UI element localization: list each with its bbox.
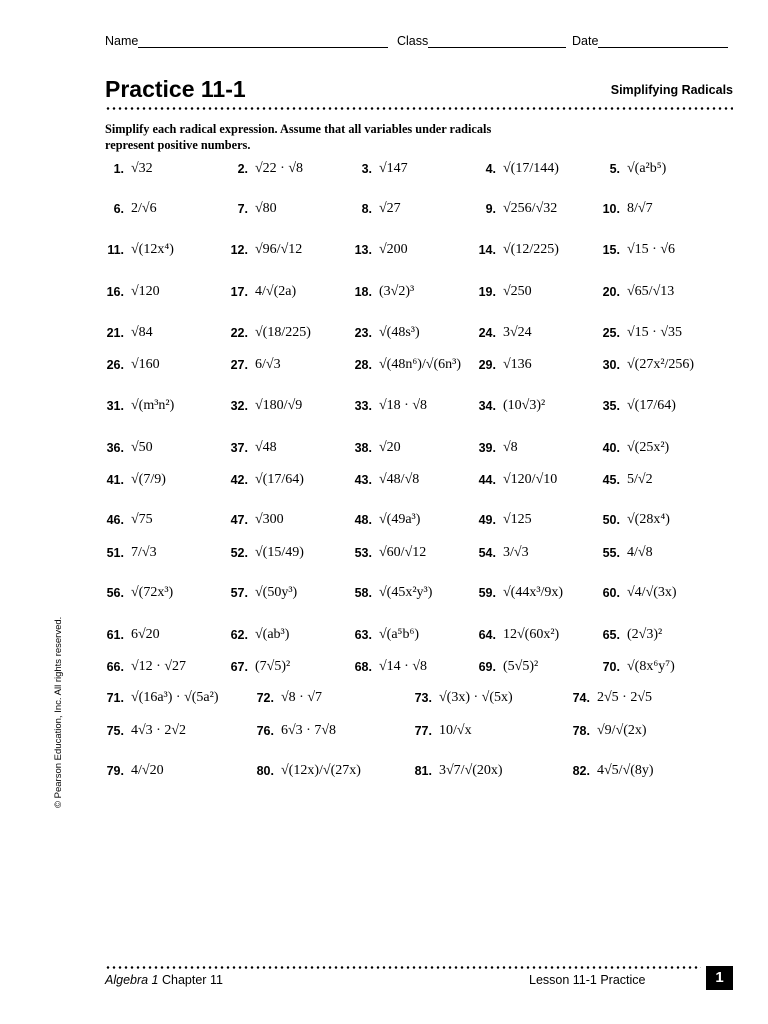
class-field[interactable] bbox=[397, 34, 566, 48]
problem-number: 47. bbox=[230, 513, 248, 527]
problem-item bbox=[477, 659, 538, 675]
problem-number: 38. bbox=[354, 441, 372, 455]
problem-number: 28. bbox=[354, 358, 372, 372]
title-divider bbox=[105, 107, 733, 110]
problem-expression: √96/√12 bbox=[255, 242, 303, 257]
problem-expression: 8/√7 bbox=[627, 201, 653, 216]
problem-item bbox=[105, 472, 166, 488]
problem-item bbox=[105, 659, 186, 675]
problem-expression: √(44x³/9x) bbox=[503, 585, 564, 600]
problem-number: 80. bbox=[256, 764, 274, 778]
problem-number: 29. bbox=[478, 358, 496, 372]
problem-number: 59. bbox=[478, 586, 496, 600]
problem-expression: (5√5)² bbox=[503, 659, 539, 674]
problem-item bbox=[105, 398, 174, 414]
problem-item bbox=[229, 201, 277, 217]
problem-item bbox=[105, 723, 186, 739]
problem-number: 20. bbox=[602, 285, 620, 299]
problem-number: 79. bbox=[106, 764, 124, 778]
date-field[interactable] bbox=[572, 34, 728, 48]
problem-expression: √(12x)/√(27x) bbox=[281, 763, 361, 778]
page-title: Practice 11-1 bbox=[105, 76, 246, 102]
problem-expression: √200 bbox=[379, 242, 408, 257]
problem-expression: √180/√9 bbox=[255, 398, 303, 413]
problem-number: 15. bbox=[602, 243, 620, 257]
problem-expression: 4√5/√(8y) bbox=[597, 763, 654, 778]
problem-number: 9. bbox=[485, 202, 496, 216]
problem-expression: √8 bbox=[503, 440, 518, 455]
problem-item bbox=[477, 472, 557, 488]
problem-item bbox=[477, 325, 532, 341]
problem-item bbox=[105, 627, 160, 643]
student-info-header bbox=[105, 34, 733, 52]
problem-number: 21. bbox=[106, 326, 124, 340]
problem-item bbox=[601, 242, 675, 258]
problem-expression: √8 · √7 bbox=[281, 690, 323, 705]
problem-expression: √(49a³) bbox=[379, 512, 421, 527]
problem-expression: √120/√10 bbox=[503, 472, 558, 487]
problem-number: 54. bbox=[478, 546, 496, 560]
problem-expression: √(48n⁶)/√(6n³) bbox=[379, 357, 461, 372]
problem-expression: 10/√x bbox=[439, 723, 472, 738]
problem-item bbox=[477, 627, 559, 643]
problem-item bbox=[105, 585, 173, 601]
problem-expression: (3√2)³ bbox=[379, 284, 415, 299]
problem-expression: √(50y³) bbox=[255, 585, 298, 600]
problem-expression: √(12x⁴) bbox=[131, 242, 174, 257]
problem-expression: √(3x) · √(5x) bbox=[439, 690, 513, 705]
footer-book bbox=[105, 973, 223, 987]
problem-item bbox=[229, 472, 304, 488]
name-label: Name bbox=[105, 34, 139, 48]
problem-number: 44. bbox=[478, 473, 496, 487]
problem-item bbox=[601, 545, 653, 561]
problem-number: 50. bbox=[602, 513, 620, 527]
problem-number: 58. bbox=[354, 586, 372, 600]
problem-item bbox=[229, 545, 304, 561]
problem-expression: (10√3)² bbox=[503, 398, 546, 413]
problem-number: 56. bbox=[106, 586, 124, 600]
problem-number: 25. bbox=[602, 326, 620, 340]
copyright-notice: © Pearson Education, Inc. All rights reserved. bbox=[53, 616, 64, 808]
problem-item bbox=[601, 512, 670, 528]
problem-expression: 2/√6 bbox=[131, 201, 157, 216]
problem-number: 69. bbox=[478, 660, 496, 674]
problem-expression: 3√7/√(20x) bbox=[439, 763, 503, 778]
problem-item bbox=[353, 242, 408, 258]
chapter-label: Chapter 11 bbox=[162, 973, 223, 987]
problem-expression: √65/√13 bbox=[627, 284, 675, 299]
problem-item bbox=[353, 357, 461, 373]
name-field[interactable] bbox=[105, 34, 388, 48]
problem-item bbox=[353, 512, 420, 528]
problem-expression: 7/√3 bbox=[131, 545, 157, 560]
problem-item bbox=[229, 440, 277, 456]
problem-item bbox=[353, 325, 420, 341]
problem-item bbox=[353, 440, 401, 456]
class-label: Class bbox=[397, 34, 429, 48]
problem-expression: √48 bbox=[255, 440, 277, 455]
problem-item bbox=[571, 723, 647, 739]
problem-number: 60. bbox=[602, 586, 620, 600]
problem-number: 63. bbox=[354, 628, 372, 642]
problem-number: 74. bbox=[572, 691, 590, 705]
problem-number: 40. bbox=[602, 441, 620, 455]
problem-number: 12. bbox=[230, 243, 248, 257]
problem-expression: 5/√2 bbox=[627, 472, 653, 487]
problem-number: 1. bbox=[113, 162, 124, 176]
problem-item bbox=[601, 357, 694, 373]
problem-expression: √(18/225) bbox=[255, 325, 311, 340]
problem-number: 3. bbox=[361, 162, 372, 176]
problem-item bbox=[601, 659, 675, 675]
problem-number: 10. bbox=[602, 202, 620, 216]
problem-item bbox=[105, 284, 160, 300]
problem-number: 22. bbox=[230, 326, 248, 340]
problem-expression: √(25x²) bbox=[627, 440, 670, 455]
problem-number: 24. bbox=[478, 326, 496, 340]
problem-number: 73. bbox=[414, 691, 432, 705]
problem-number: 82. bbox=[572, 764, 590, 778]
problem-expression: 4/√(2a) bbox=[255, 284, 297, 299]
problem-number: 68. bbox=[354, 660, 372, 674]
problem-expression: √125 bbox=[503, 512, 532, 527]
problem-number: 18. bbox=[354, 285, 372, 299]
problem-expression: √(28x⁴) bbox=[627, 512, 670, 527]
problem-expression: √14 · √8 bbox=[379, 659, 428, 674]
problem-expression: √(17/64) bbox=[255, 472, 304, 487]
problem-item bbox=[229, 325, 311, 341]
problem-number: 27. bbox=[230, 358, 248, 372]
problem-item bbox=[353, 161, 408, 177]
problem-number: 81. bbox=[414, 764, 432, 778]
problem-item bbox=[229, 242, 302, 258]
problem-number: 19. bbox=[478, 285, 496, 299]
problem-item bbox=[353, 472, 419, 488]
problem-expression: √18 · √8 bbox=[379, 398, 428, 413]
problem-expression: √(12/225) bbox=[503, 242, 559, 257]
instructions: Simplify each radical expression. Assume that all variables under radicals represent positive numbers. bbox=[105, 122, 492, 152]
problem-item bbox=[229, 627, 289, 643]
problem-item bbox=[229, 512, 284, 528]
problem-item bbox=[105, 161, 153, 177]
problem-expression: √(16a³) · √(5a²) bbox=[131, 690, 219, 705]
problem-item bbox=[105, 440, 153, 456]
problem-item bbox=[229, 659, 290, 675]
problem-expression: √120 bbox=[131, 284, 160, 299]
problem-expression: 3√24 bbox=[503, 325, 532, 340]
problem-item bbox=[229, 357, 281, 373]
problem-expression: 12√(60x²) bbox=[503, 627, 560, 642]
problem-expression: √(27x²/256) bbox=[627, 357, 695, 372]
problem-item bbox=[601, 440, 669, 456]
problem-number: 75. bbox=[106, 724, 124, 738]
problem-item bbox=[477, 284, 532, 300]
problem-expression: √(a⁵b⁶) bbox=[379, 627, 419, 642]
problem-item bbox=[229, 585, 297, 601]
problem-item bbox=[413, 723, 472, 739]
problem-item bbox=[413, 690, 513, 706]
problem-item bbox=[353, 284, 414, 300]
problem-expression: √15 · √35 bbox=[627, 325, 683, 340]
problem-item bbox=[105, 357, 160, 373]
problem-expression: √(8x⁶y⁷) bbox=[627, 659, 675, 674]
problem-number: 34. bbox=[478, 399, 496, 413]
problem-number: 70. bbox=[602, 660, 620, 674]
problem-item bbox=[105, 201, 157, 217]
problem-number: 57. bbox=[230, 586, 248, 600]
problem-item bbox=[229, 161, 303, 177]
problem-item bbox=[255, 763, 361, 779]
problem-number: 72. bbox=[256, 691, 274, 705]
problem-number: 32. bbox=[230, 399, 248, 413]
problem-expression: √147 bbox=[379, 161, 408, 176]
problem-item bbox=[601, 472, 653, 488]
problem-item bbox=[477, 242, 559, 258]
problem-expression: 4/√20 bbox=[131, 763, 164, 778]
problem-item bbox=[571, 763, 654, 779]
problem-number: 5. bbox=[609, 162, 620, 176]
problem-expression: √300 bbox=[255, 512, 284, 527]
problem-number: 46. bbox=[106, 513, 124, 527]
date-label: Date bbox=[572, 34, 599, 48]
problem-item bbox=[105, 325, 153, 341]
problem-item bbox=[477, 512, 532, 528]
problem-item bbox=[105, 545, 157, 561]
problem-expression: (2√3)² bbox=[627, 627, 663, 642]
problem-number: 78. bbox=[572, 724, 590, 738]
problem-item bbox=[477, 545, 529, 561]
problem-item bbox=[413, 763, 503, 779]
problem-item bbox=[601, 201, 653, 217]
problem-number: 45. bbox=[602, 473, 620, 487]
problem-expression: √136 bbox=[503, 357, 532, 372]
problem-item bbox=[477, 398, 545, 414]
problem-number: 4. bbox=[485, 162, 496, 176]
problem-expression: √22 · √8 bbox=[255, 161, 304, 176]
problem-item bbox=[353, 659, 427, 675]
problem-expression: √75 bbox=[131, 512, 153, 527]
problem-item bbox=[105, 242, 174, 258]
problem-item bbox=[571, 690, 652, 706]
problem-number: 51. bbox=[106, 546, 124, 560]
problem-expression: 6/√3 bbox=[255, 357, 281, 372]
problem-expression: √15 · √6 bbox=[627, 242, 676, 257]
problem-number: 48. bbox=[354, 513, 372, 527]
problem-item bbox=[601, 398, 676, 414]
problem-item bbox=[353, 627, 419, 643]
problem-number: 37. bbox=[230, 441, 248, 455]
problem-expression: √(15/49) bbox=[255, 545, 304, 560]
problem-item bbox=[477, 440, 518, 456]
problem-expression: √12 · √27 bbox=[131, 659, 187, 674]
problem-expression: √(7/9) bbox=[131, 472, 166, 487]
problem-item bbox=[477, 161, 559, 177]
problem-item bbox=[601, 627, 662, 643]
problem-number: 7. bbox=[237, 202, 248, 216]
problem-item bbox=[229, 284, 296, 300]
problem-number: 71. bbox=[106, 691, 124, 705]
problem-item bbox=[255, 723, 336, 739]
problem-number: 55. bbox=[602, 546, 620, 560]
problem-number: 31. bbox=[106, 399, 124, 413]
problem-number: 11. bbox=[107, 243, 124, 257]
problem-number: 67. bbox=[230, 660, 248, 674]
problem-number: 26. bbox=[106, 358, 124, 372]
problem-number: 23. bbox=[354, 326, 372, 340]
problem-item bbox=[601, 161, 666, 177]
problem-item bbox=[601, 585, 677, 601]
problem-number: 16. bbox=[106, 285, 124, 299]
problem-number: 77. bbox=[414, 724, 432, 738]
problem-item bbox=[105, 690, 219, 706]
footer-lesson: Lesson 11-1 Practice bbox=[529, 973, 646, 987]
problem-expression: √(m³n²) bbox=[131, 398, 175, 413]
problem-expression: 2√5 · 2√5 bbox=[597, 690, 653, 705]
problem-expression: √84 bbox=[131, 325, 153, 340]
problem-item bbox=[477, 357, 532, 373]
problem-expression: √(ab³) bbox=[255, 627, 290, 642]
problem-number: 65. bbox=[602, 628, 620, 642]
problem-expression: 6√3 · 7√8 bbox=[281, 723, 337, 738]
problem-item bbox=[229, 398, 302, 414]
problem-number: 64. bbox=[478, 628, 496, 642]
problem-expression: √60/√12 bbox=[379, 545, 427, 560]
page-subtitle: Simplifying Radicals bbox=[610, 83, 733, 97]
problem-number: 13. bbox=[354, 243, 372, 257]
problem-number: 36. bbox=[106, 441, 124, 455]
page-number: 1 bbox=[706, 966, 733, 990]
problem-number: 43. bbox=[354, 473, 372, 487]
problem-expression: √9/√(2x) bbox=[597, 723, 647, 738]
problem-number: 42. bbox=[230, 473, 248, 487]
problem-number: 52. bbox=[230, 546, 248, 560]
problem-number: 17. bbox=[230, 285, 248, 299]
problem-expression: √20 bbox=[379, 440, 401, 455]
problem-number: 66. bbox=[106, 660, 124, 674]
problem-item bbox=[601, 284, 674, 300]
problem-item bbox=[477, 201, 557, 217]
problem-number: 14. bbox=[478, 243, 496, 257]
problem-expression: √(72x³) bbox=[131, 585, 174, 600]
problem-item bbox=[255, 690, 322, 706]
problem-number: 39. bbox=[478, 441, 496, 455]
problem-number: 6. bbox=[113, 202, 124, 216]
problem-number: 8. bbox=[361, 202, 372, 216]
problem-expression: √32 bbox=[131, 161, 153, 176]
problem-number: 76. bbox=[256, 724, 274, 738]
problem-number: 53. bbox=[354, 546, 372, 560]
problem-expression: 4√3 · 2√2 bbox=[131, 723, 187, 738]
problem-expression: √(a²b⁵) bbox=[627, 161, 667, 176]
problem-expression: √50 bbox=[131, 440, 153, 455]
problem-expression: √160 bbox=[131, 357, 160, 372]
book-title: Algebra 1 bbox=[105, 973, 159, 987]
problem-expression: 4/√8 bbox=[627, 545, 653, 560]
problem-item bbox=[353, 398, 427, 414]
problem-expression: √250 bbox=[503, 284, 532, 299]
problem-expression: √27 bbox=[379, 201, 401, 216]
problem-expression: √(17/64) bbox=[627, 398, 676, 413]
problem-expression: √(48s³) bbox=[379, 325, 420, 340]
problem-expression: √(45x²y³) bbox=[379, 585, 433, 600]
problem-item bbox=[353, 201, 401, 217]
problem-item bbox=[105, 763, 164, 779]
problem-expression: √256/√32 bbox=[503, 201, 558, 216]
problem-number: 33. bbox=[354, 399, 372, 413]
problem-expression: √48/√8 bbox=[379, 472, 420, 487]
problem-expression: √4/√(3x) bbox=[627, 585, 677, 600]
footer-divider bbox=[105, 966, 701, 969]
problem-number: 62. bbox=[230, 628, 248, 642]
problem-number: 2. bbox=[237, 162, 248, 176]
problem-number: 61. bbox=[106, 628, 124, 642]
problem-expression: √80 bbox=[255, 201, 277, 216]
problem-expression: √(17/144) bbox=[503, 161, 559, 176]
problem-expression: 3/√3 bbox=[503, 545, 529, 560]
problem-item bbox=[601, 325, 682, 341]
problem-number: 30. bbox=[602, 358, 620, 372]
problem-item bbox=[477, 585, 563, 601]
problem-expression: 6√20 bbox=[131, 627, 160, 642]
problem-item bbox=[353, 545, 426, 561]
problem-item bbox=[105, 512, 153, 528]
problem-number: 41. bbox=[106, 473, 124, 487]
problem-expression: (7√5)² bbox=[255, 659, 291, 674]
problem-number: 49. bbox=[478, 513, 496, 527]
problem-item bbox=[353, 585, 432, 601]
problem-number: 35. bbox=[602, 399, 620, 413]
